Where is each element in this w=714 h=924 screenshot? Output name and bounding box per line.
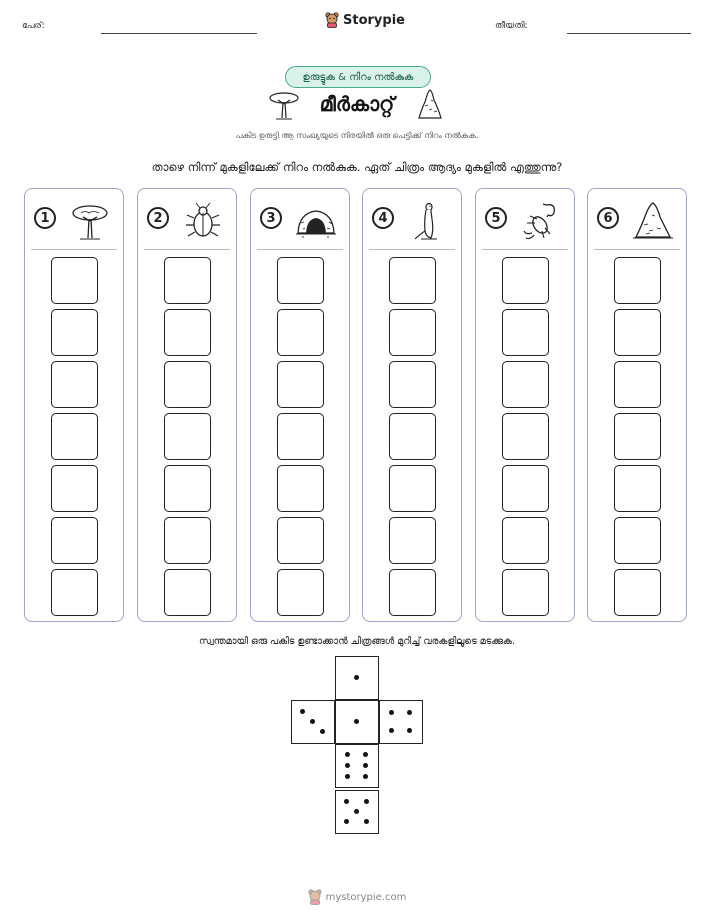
- color-box[interactable]: [614, 309, 661, 356]
- color-box[interactable]: [277, 413, 324, 460]
- column-6: [587, 188, 687, 622]
- beetle-icon: [182, 201, 224, 241]
- color-box[interactable]: [164, 569, 211, 616]
- color-box[interactable]: [389, 413, 436, 460]
- column-number: 6: [597, 207, 619, 229]
- storypie-bear-icon: [308, 889, 322, 905]
- die-pip: [354, 719, 359, 724]
- die-pip: [354, 809, 359, 814]
- color-box[interactable]: [164, 309, 211, 356]
- column-number: 2: [147, 207, 169, 229]
- color-box[interactable]: [502, 257, 549, 304]
- brand-name: Storypie: [343, 12, 405, 28]
- color-box[interactable]: [51, 361, 98, 408]
- color-box[interactable]: [277, 569, 324, 616]
- subtitle: പകിട ഉരുട്ടി ആ സംഖ്യയുടെ നിരയിൽ ഒരു പെട്ടിക്ക് നിറം നൽകുക.: [235, 131, 479, 140]
- die-pip: [407, 710, 412, 715]
- color-box[interactable]: [614, 257, 661, 304]
- column-3: [250, 188, 350, 622]
- color-box[interactable]: [614, 361, 661, 408]
- die-face-5: [335, 790, 379, 834]
- color-box[interactable]: [164, 413, 211, 460]
- color-box[interactable]: [51, 517, 98, 564]
- die-instruction: സ്വന്തമായി ഒരു പകിട ഉണ്ടാക്കാൻ ചിത്രങ്ങൾ മുറിച്ച് വരകളിലൂടെ മടക്കുക.: [198, 636, 516, 647]
- die-pip: [363, 774, 368, 779]
- burrow-icon: [295, 201, 337, 241]
- page-title: മീർകാറ്റ്: [319, 92, 395, 116]
- die-face-1: [335, 656, 379, 700]
- die-pip: [354, 675, 359, 680]
- color-box[interactable]: [51, 413, 98, 460]
- die-pip: [300, 709, 305, 714]
- color-box[interactable]: [389, 309, 436, 356]
- die-pip: [364, 819, 369, 824]
- die-face-center: [335, 700, 379, 744]
- color-box[interactable]: [502, 517, 549, 564]
- die-pip: [345, 763, 350, 768]
- column-number: 4: [372, 207, 394, 229]
- name-line[interactable]: [101, 33, 257, 34]
- color-box[interactable]: [502, 309, 549, 356]
- color-box[interactable]: [51, 569, 98, 616]
- color-box[interactable]: [389, 517, 436, 564]
- color-box[interactable]: [614, 413, 661, 460]
- die-pip: [407, 728, 412, 733]
- color-box[interactable]: [51, 465, 98, 512]
- date-label: തീയതി:: [495, 21, 528, 31]
- footer: [0, 889, 714, 905]
- die-pip: [310, 719, 315, 724]
- column-5: [475, 188, 575, 622]
- column-number: 5: [485, 207, 507, 229]
- color-box[interactable]: [389, 257, 436, 304]
- die-pip: [364, 799, 369, 804]
- date-line[interactable]: [567, 33, 691, 34]
- column-number: 1: [34, 207, 56, 229]
- color-box[interactable]: [502, 413, 549, 460]
- die-pip: [344, 819, 349, 824]
- color-box[interactable]: [614, 465, 661, 512]
- die-pip: [389, 710, 394, 715]
- name-label: പേര്:: [22, 21, 45, 31]
- color-box[interactable]: [164, 517, 211, 564]
- column-4: [362, 188, 462, 622]
- column-divider: [257, 249, 343, 250]
- column-1: [24, 188, 124, 622]
- die-pip: [344, 799, 349, 804]
- footer-url[interactable]: mystorypie.com: [325, 891, 407, 903]
- color-box[interactable]: [164, 257, 211, 304]
- color-box[interactable]: [277, 465, 324, 512]
- termite-mound-icon: [416, 88, 444, 120]
- die-pip: [389, 728, 394, 733]
- color-box[interactable]: [389, 465, 436, 512]
- termite-mound-icon: [632, 201, 674, 241]
- color-box[interactable]: [502, 569, 549, 616]
- activity-badge: ഉരുട്ടുക & നിറം നൽകുക: [285, 66, 431, 88]
- color-box[interactable]: [277, 309, 324, 356]
- color-box[interactable]: [389, 569, 436, 616]
- column-2: [137, 188, 237, 622]
- storypie-bear-icon: [325, 12, 339, 28]
- color-box[interactable]: [51, 309, 98, 356]
- die-pip: [345, 752, 350, 757]
- column-divider: [31, 249, 117, 250]
- color-box[interactable]: [164, 465, 211, 512]
- color-box[interactable]: [51, 257, 98, 304]
- die-face-6: [335, 744, 379, 788]
- die-net[interactable]: [290, 656, 426, 836]
- meerkat-icon: [407, 201, 449, 241]
- color-box[interactable]: [277, 517, 324, 564]
- color-box[interactable]: [614, 517, 661, 564]
- die-pip: [320, 729, 325, 734]
- acacia-tree-icon: [69, 201, 111, 241]
- column-divider: [594, 249, 680, 250]
- color-box[interactable]: [389, 361, 436, 408]
- color-box[interactable]: [164, 361, 211, 408]
- die-pip: [363, 763, 368, 768]
- question-text: താഴെ നിന്ന് മുകളിലേക്ക് നിറം നൽകുക. ഏത് ചിത്രം ആദ്യം മുകളിൽ എത്തുന്നു?: [151, 160, 563, 174]
- die-face-3: [291, 700, 335, 744]
- die-face-4: [379, 700, 423, 744]
- color-box[interactable]: [502, 361, 549, 408]
- column-divider: [144, 249, 230, 250]
- color-box[interactable]: [277, 361, 324, 408]
- color-box[interactable]: [277, 257, 324, 304]
- column-number: 3: [260, 207, 282, 229]
- color-box[interactable]: [502, 465, 549, 512]
- scorpion-icon: [520, 201, 562, 241]
- brand-logo: [325, 12, 405, 28]
- die-pip: [345, 774, 350, 779]
- die-pip: [363, 752, 368, 757]
- color-box[interactable]: [614, 569, 661, 616]
- column-divider: [482, 249, 568, 250]
- column-divider: [369, 249, 455, 250]
